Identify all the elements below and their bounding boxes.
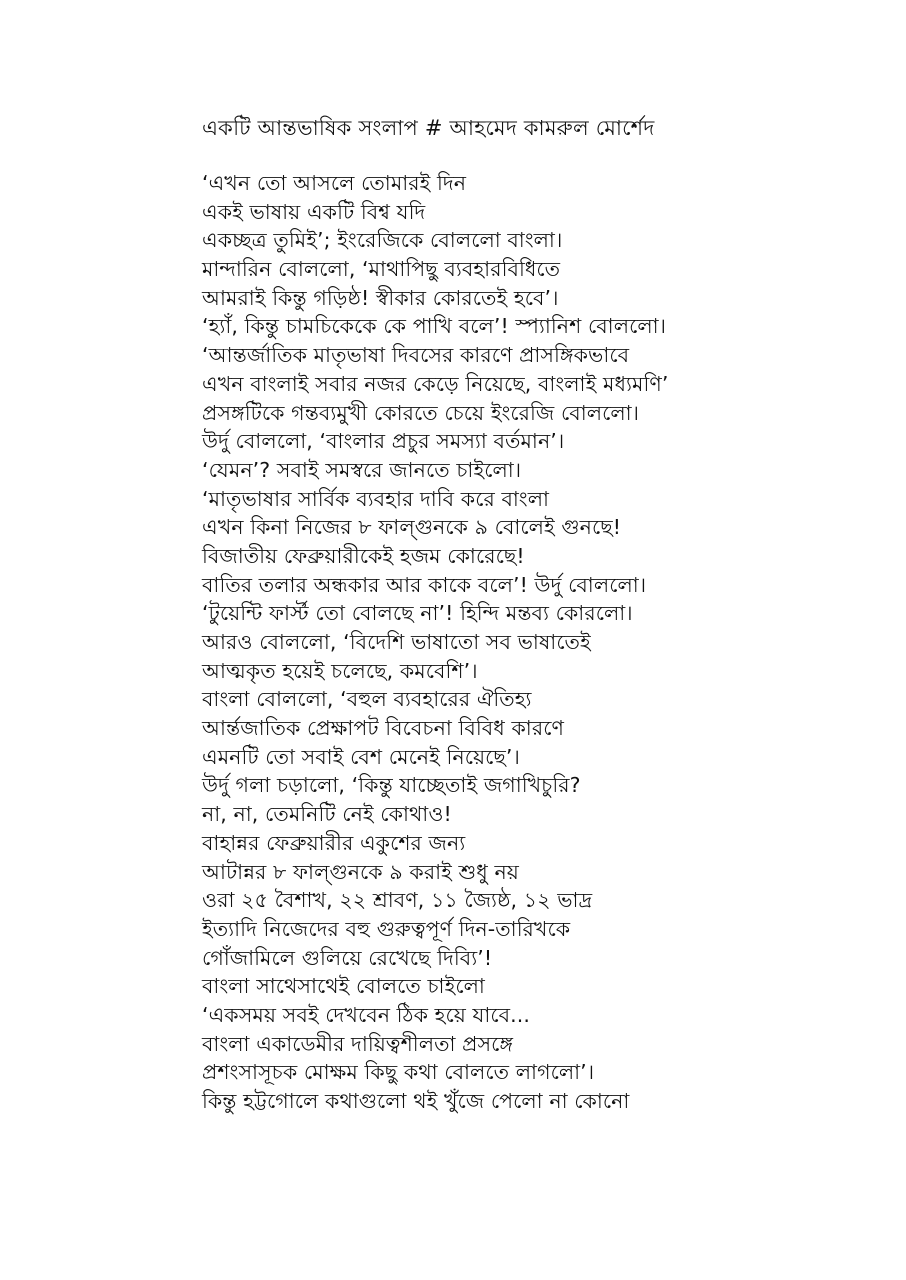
poem-line: আমরাই কিন্তু গড়িষ্ঠ! স্বীকার কোরতেই হবে’। — [202, 285, 559, 310]
poem-line: উর্দু বোললো, ‘বাংলার প্রচুর সমস্যা বর্তমান’। — [202, 429, 565, 454]
poem-line: এখন কিনা নিজের ৮ ফাল্গুনকে ৯ বোলেই গুনছে! — [202, 515, 622, 540]
poem-line: ‘টুয়েন্টি ফার্স্ট তো বোলছে না’! হিন্দি মন্তব্য কোরলো। — [202, 601, 633, 626]
poem-line: ‘একসময় সবই দেখবেন ঠিক হয়ে যাবে... — [202, 1002, 530, 1027]
poem-line: গোঁজামিলে গুলিয়ে রেখেছে দিব্যি’! — [202, 945, 493, 970]
poem-line: একই ভাষায় একটি বিশ্ব যদি — [202, 199, 426, 224]
poem-line: আটান্নর ৮ ফাল্গুনকে ৯ করাই শুধু নয় — [202, 859, 519, 884]
poem-line: ‘আন্তর্জাতিক মাতৃভাষা দিবসের কারণে প্রাসঙ্গিকভাবে — [202, 343, 630, 368]
poem-line: বাংলা সাথেসাথেই বোলতে চাইলো — [202, 974, 485, 999]
poem-line: ইত্যাদি নিজেদের বহু গুরুত্বপূর্ণ দিন-তারিখকে — [202, 916, 571, 941]
poem-line: বিজাতীয় ফেব্রুয়ারীকেই হজম কোরেছে! — [202, 543, 525, 568]
poem-line: না, না, তেমনিটি নেই কোথাও! — [202, 802, 452, 827]
poem-line: ‘যেমন’? সবাই সমস্বরে জানতে চাইলো। — [202, 457, 522, 482]
poem-line: বাহান্নর ফেব্রুয়ারীর একুশের জন্য — [202, 830, 466, 855]
poem-line: এখন বাংলাই সবার নজর কেড়ে নিয়েছে, বাংলাই মধ্যমণি’ — [202, 371, 669, 396]
poem-line: এমনটি তো সবাই বেশ মেনেই নিয়েছে’। — [202, 744, 520, 769]
poem-body — [202, 169, 882, 1116]
poem-line: বাংলা একাডেমীর দায়িত্বশীলতা প্রসঙ্গে — [202, 1031, 514, 1056]
poem-line: প্রসঙ্গটিকে গন্তব্যমুখী কোরতে চেয়ে ইংরেজি বোললো। — [202, 400, 640, 425]
poem-line: আত্মকৃত হয়েই চলেছে, কমবেশি’। — [202, 658, 478, 683]
poem-line: উর্দু গলা চড়ালো, ‘কিন্তু যাচ্ছেতাই জগাখিচুরি? — [202, 773, 581, 798]
poem-line: আরও বোললো, ‘বিদেশি ভাষাতো সব ভাষাতেই — [202, 630, 591, 654]
poem-line: ‘মাতৃভাষার সার্বিক ব্যবহার দাবি করে বাংলা — [202, 486, 550, 511]
poem-line: ‘এখন তো আসলে তোমারই দিন — [202, 171, 467, 195]
poem-line: প্রশংসাসূচক মোক্ষম কিছু কথা বোলতে লাগলো’। — [202, 1060, 595, 1085]
poem-line: আর্ন্তজাতিক প্রেক্ষাপট বিবেচনা বিবিধ কারণে — [202, 716, 564, 741]
poem-line: একচ্ছত্র তুমিই’; ইংরেজিকে বোললো বাংলা। — [202, 228, 563, 253]
poem-line: বাংলা বোললো, ‘বহুল ব্যবহারের ঐতিহ্য — [202, 687, 532, 712]
poem-line: কিন্তু হট্টগোলে কথাগুলো থই খুঁজে পেলো না কোনো — [202, 1089, 630, 1113]
poem-line: ওরা ২৫ বৈশাখ, ২২ শ্রাবণ, ১১ জ্যৈষ্ঠ, ১২ ভাদ্র — [202, 888, 593, 913]
poem-line: মান্দারিন বোললো, ‘মাথাপিছু ব্যবহারবিধিতে — [202, 257, 561, 282]
poem-line: বাতির তলার অন্ধকার আর কাকে বলে’! উর্দু বোললো। — [202, 572, 647, 597]
poem-title: একটি আন্তভাষিক সংলাপ # আহমেদ কামরুল মোর্শেদ — [202, 116, 655, 140]
poem-line: ‘হ্যাঁ, কিন্তু চামচিকেকে কে পাখি বলে’! স্প্যানিশ বোললো। — [202, 314, 667, 339]
